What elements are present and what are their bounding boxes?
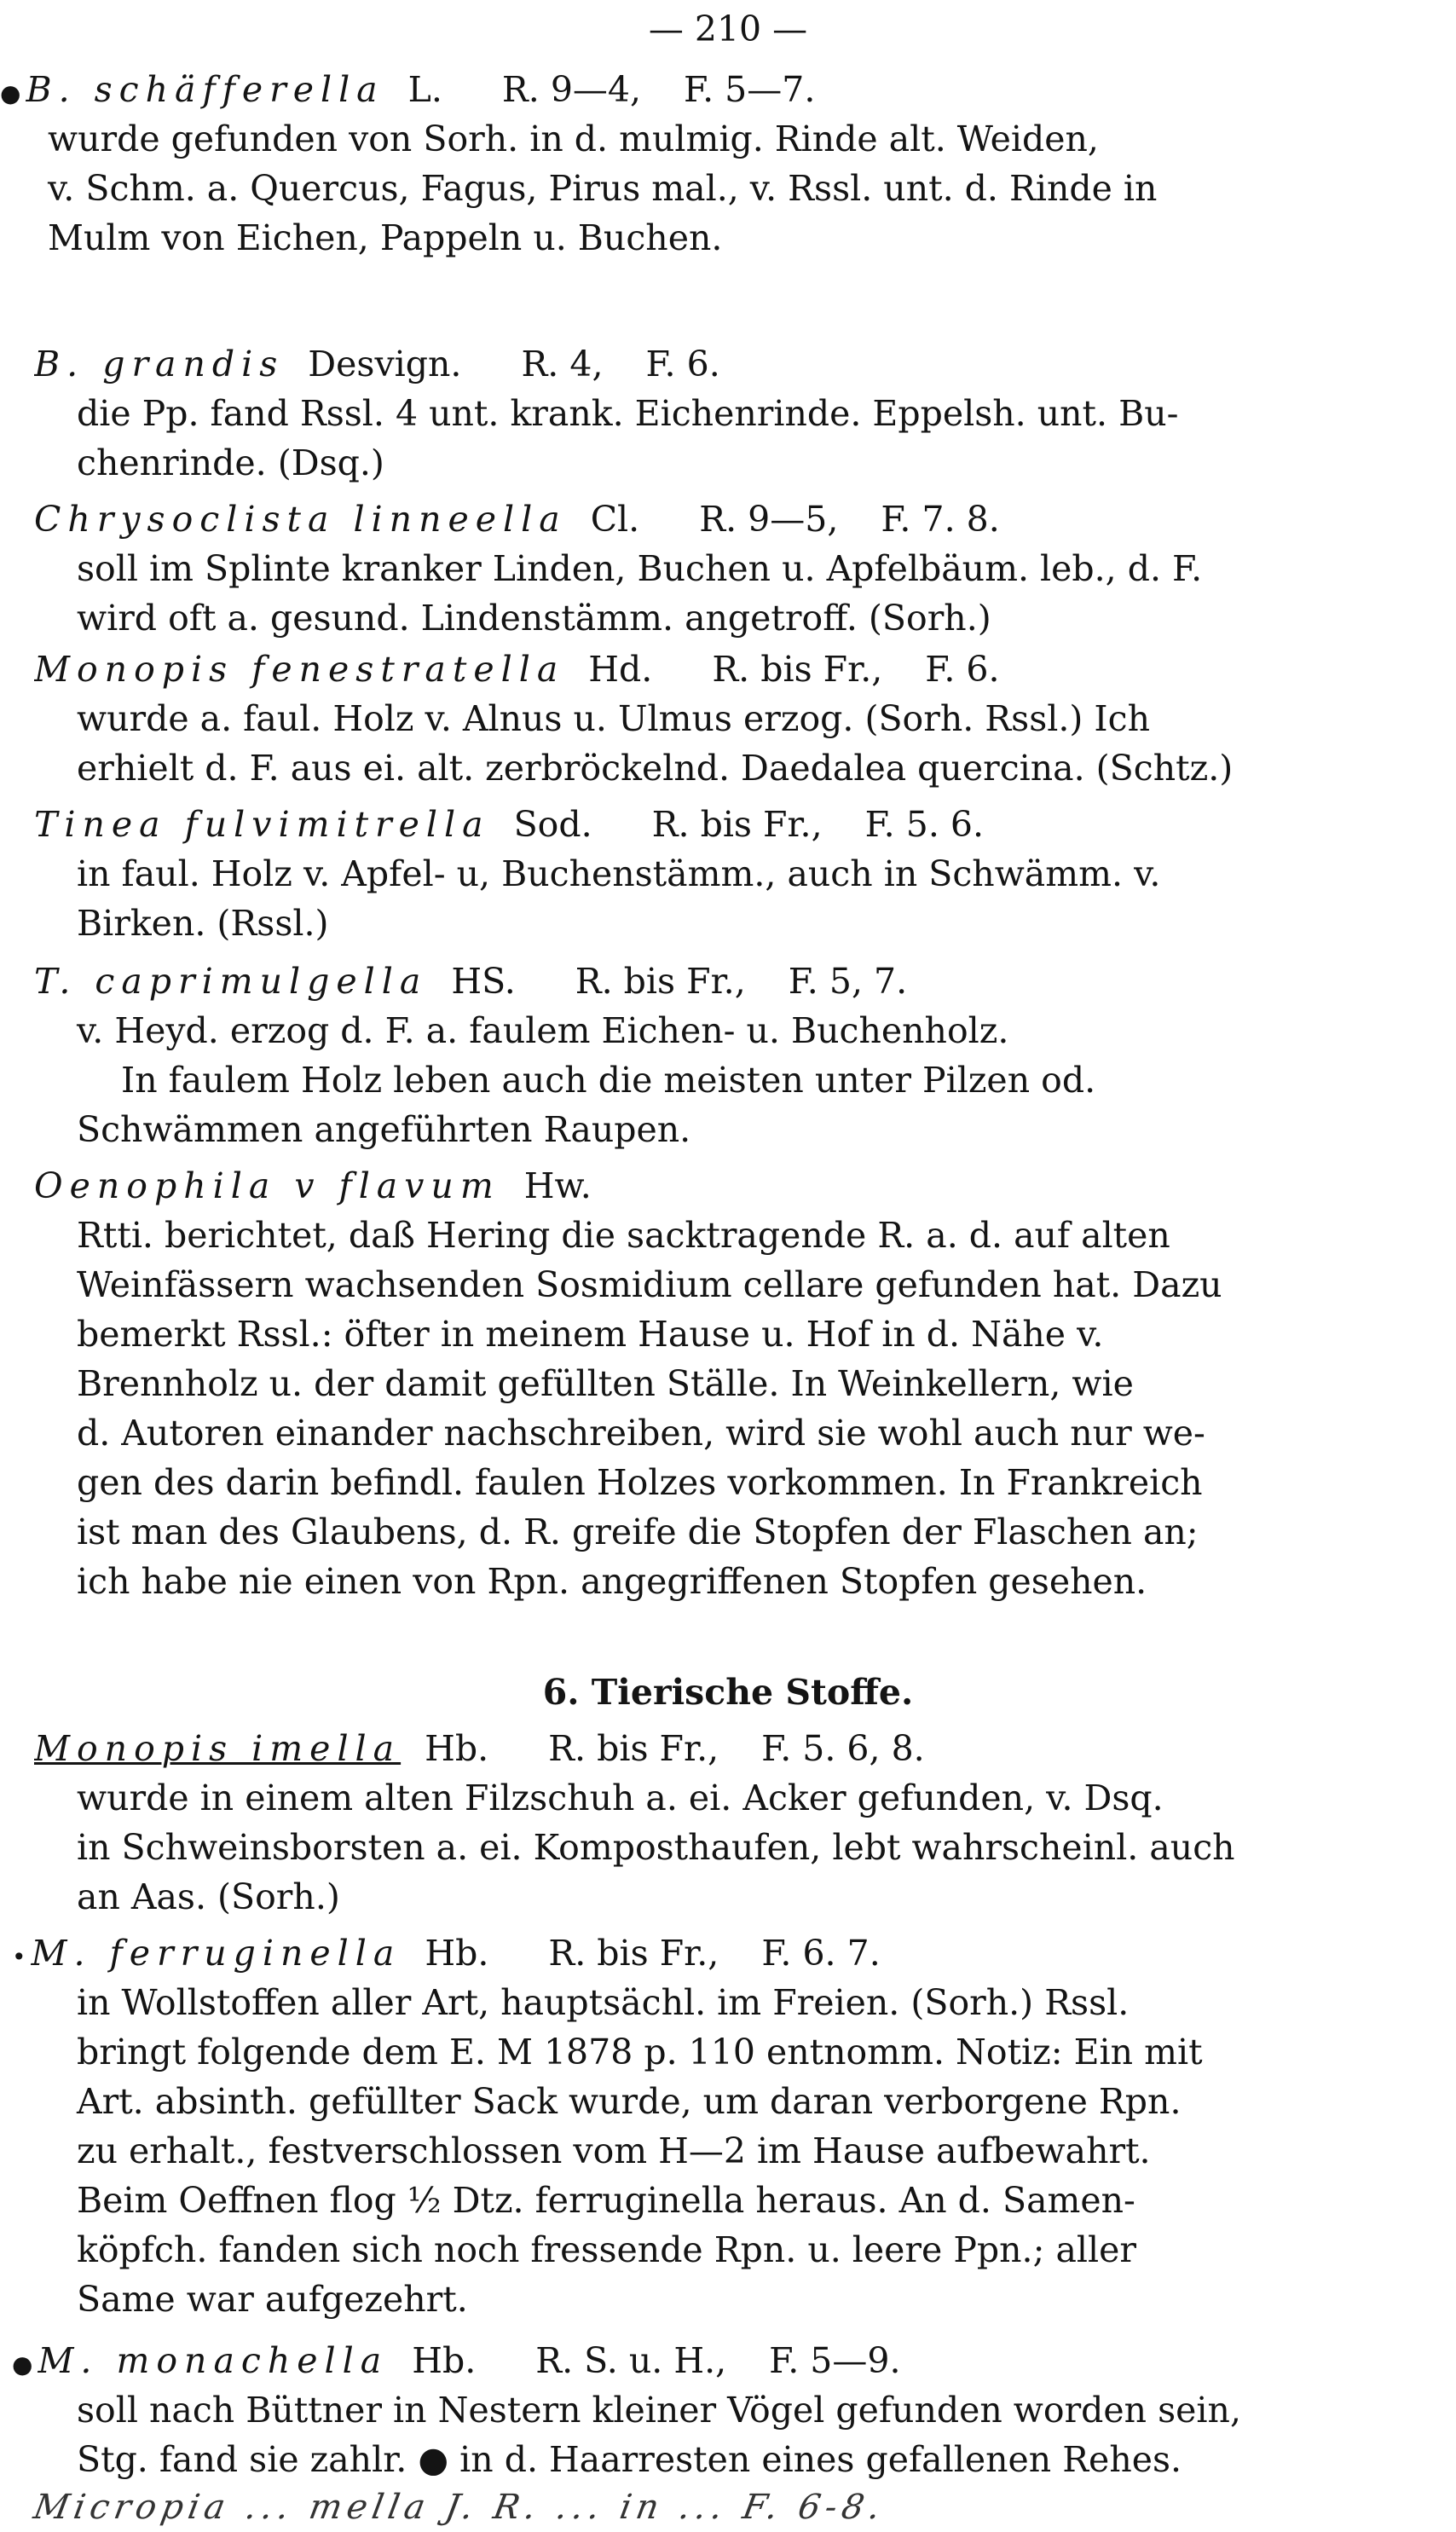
species-name: T. caprimulgella (34, 961, 428, 1002)
species-author: Hb. (425, 1933, 489, 1974)
species-author: HS. (451, 961, 516, 1002)
entry-text-line: Art. absinth. gefüllter Sack wurde, um daran verborgene Rpn. (77, 2081, 1182, 2122)
species-entry (34, 339, 1178, 488)
entry-text-line: zu erhalt., festverschlossen vom H—2 im Hause aufbewahrt. (77, 2130, 1151, 2171)
larva-months: R. bis Fr., (548, 1728, 719, 1769)
flight-months: F. 5—7. (684, 69, 816, 110)
species-name: Monopis fenestratella (34, 649, 565, 690)
species-name: Oenophila v flavum (34, 1165, 500, 1206)
larva-months: R. bis Fr., (651, 804, 823, 845)
species-entry (34, 957, 1095, 1154)
species-entry (34, 1161, 1222, 1606)
entry-header (34, 957, 1095, 1006)
entry-text-line: Same war aufgezehrt. (77, 2279, 468, 2320)
species-entry (34, 645, 1233, 793)
larva-months: R. bis Fr., (548, 1933, 719, 1974)
flight-months: F. 6. (645, 344, 720, 384)
flight-months: F. 7. 8. (881, 499, 1000, 540)
entry-text-line: d. Autoren einander nachschreiben, wird sie wohl auch nur we- (77, 1413, 1205, 1454)
species-name: B. schäfferella (26, 69, 384, 110)
entry-text-line: wird oft a. gesund. Lindenstämm. angetroff. (Sorh.) (77, 598, 991, 639)
species-name: Tinea fulvimitrella (34, 804, 490, 845)
entry-text-line: Rtti. berichtet, daß Hering die sacktragende R. a. d. auf alten (77, 1215, 1170, 1256)
entry-text-line: in Wollstoffen aller Art, hauptsächl. im Freien. (Sorh.) Rssl. (77, 1982, 1130, 2023)
larva-months: R. S. u. H., (535, 2340, 727, 2381)
flight-months: F. 6. (925, 649, 1000, 690)
larva-months: R. 9—4, (501, 69, 642, 110)
species-entry (0, 65, 1157, 263)
entry-text-line: v. Heyd. erzog d. F. a. faulem Eichen- u. Buchenholz. (77, 1010, 1009, 1051)
entry-note-line: Schwämmen angeführten Raupen. (77, 1109, 691, 1150)
entry-header (34, 800, 1160, 849)
flight-months: F. 5, 7. (788, 961, 908, 1002)
flight-months: F. 5. 6. (864, 804, 985, 845)
entry-text-line: in faul. Holz v. Apfel- u, Buchenstämm., auch in Schwämm. v. (77, 853, 1161, 894)
entry-text-line: erhielt d. F. aus ei. alt. zerbröckelnd. Daedalea quercina. (Schtz.) (77, 748, 1234, 789)
entry-text-line: bemerkt Rssl.: öfter in meinem Hause u. Hof in d. Nähe v. (77, 1314, 1104, 1355)
entry-text-line: Beim Oeffnen flog ½ Dtz. ferruginella heraus. An d. Samen- (77, 2180, 1135, 2221)
entry-header (0, 65, 1157, 114)
species-author: Desvign. (308, 344, 462, 384)
species-entry (12, 2336, 1241, 2484)
species-entry (12, 1928, 1203, 2324)
species-entry (34, 494, 1202, 643)
entry-header (34, 339, 1178, 389)
larva-months: R. bis Fr., (575, 961, 746, 1002)
species-entry (34, 800, 1160, 948)
entry-text-line: chenrinde. (Dsq.) (77, 442, 384, 483)
entry-header (34, 1161, 1222, 1211)
species-author: Hd. (588, 649, 653, 690)
page-number: — 210 — (648, 9, 808, 49)
larva-months: R. 9—5, (699, 499, 839, 540)
entry-text-line: köpfch. fanden sich noch fressende Rpn. u. leere Ppn.; aller (77, 2229, 1136, 2270)
entry-text-line: ich habe nie einen von Rpn. angegriffenen Stopfen gesehen. (77, 1561, 1147, 1602)
section-heading: 6. Tierische Stoffe. (542, 1672, 914, 1713)
entry-text-line: Weinfässern wachsenden Sosmidium cellare gefunden hat. Dazu (77, 1264, 1222, 1305)
species-name: Monopis imella (34, 1728, 402, 1769)
entry-text-line: v. Schm. a. Quercus, Fagus, Pirus mal., v. Rssl. unt. d. Rinde in (48, 168, 1158, 209)
flight-months: F. 5—9. (769, 2340, 901, 2381)
entry-note-line: In faulem Holz leben auch die meisten unter Pilzen od. (121, 1060, 1096, 1101)
entry-text-line: Stg. fand sie zahlr. ● in d. Haarresten eines gefallenen Rehes. (77, 2439, 1182, 2480)
entry-text-line: wurde a. faul. Holz v. Alnus u. Ulmus erzog. (Sorh. Rssl.) Ich (77, 698, 1150, 739)
entry-text-line: Brennholz u. der damit gefüllten Ställe. In Weinkellern, wie (77, 1363, 1134, 1404)
entry-text-line: an Aas. (Sorh.) (77, 1876, 340, 1917)
species-name: M. monachella (38, 2340, 389, 2381)
flight-months: F. 5. 6, 8. (761, 1728, 925, 1769)
entry-text-line: wurde gefunden von Sorh. in d. mulmig. Rinde alt. Weiden, (48, 119, 1099, 159)
entry-text-line: die Pp. fand Rssl. 4 unt. krank. Eichenrinde. Eppelsh. unt. Bu- (77, 393, 1179, 434)
species-entry (34, 1724, 1235, 1922)
entry-text-line: wurde in einem alten Filzschuh a. ei. Acker gefunden, v. Dsq. (77, 1778, 1164, 1818)
margin-bullet-icon: • (12, 1943, 26, 1971)
entry-text-line: gen des darin befindl. faulen Holzes vorkommen. In Frankreich (77, 1462, 1203, 1503)
margin-bullet-icon: ● (0, 79, 21, 107)
entry-header (34, 645, 1233, 694)
larva-months: R. 4, (521, 344, 604, 384)
entry-header (12, 2336, 1241, 2385)
entry-header (34, 1724, 1235, 1773)
flight-months: F. 6. 7. (761, 1933, 881, 1974)
entry-text-line: bringt folgende dem E. M 1878 p. 110 entnomm. Notiz: Ein mit (77, 2032, 1203, 2072)
species-name: Chrysoclista linneella (34, 499, 567, 540)
species-author: L. (407, 69, 442, 110)
margin-bullet-icon: ● (12, 2350, 33, 2379)
entry-header (34, 494, 1202, 544)
species-author: Sod. (513, 804, 592, 845)
entry-text-line: in Schweinsborsten a. ei. Komposthaufen, lebt wahrscheinl. auch (77, 1827, 1235, 1868)
entry-text-line: soll im Splinte kranker Linden, Buchen u. Apfelbäum. leb., d. F. (77, 548, 1203, 589)
species-name: M. ferruginella (31, 1933, 402, 1974)
species-author: Cl. (590, 499, 640, 540)
entry-text-line: ist man des Glaubens, d. R. greife die Stopfen der Flaschen an; (77, 1512, 1199, 1552)
entry-text-line: Mulm von Eichen, Pappeln u. Buchen. (48, 217, 723, 258)
entry-text-line: soll nach Büttner in Nestern kleiner Vögel gefunden worden sein, (77, 2390, 1241, 2431)
species-author: Hb. (425, 1728, 489, 1769)
species-name: B. grandis (34, 344, 285, 384)
entry-text-line: Birken. (Rssl.) (77, 903, 329, 944)
larva-months: R. bis Fr., (712, 649, 883, 690)
handwritten-note: Micropia ... mella J. R. ... in ... F. 6-8. (30, 2488, 888, 2527)
species-author: Hw. (523, 1165, 592, 1206)
species-author: Hb. (412, 2340, 477, 2381)
entry-header (12, 1928, 1203, 1978)
